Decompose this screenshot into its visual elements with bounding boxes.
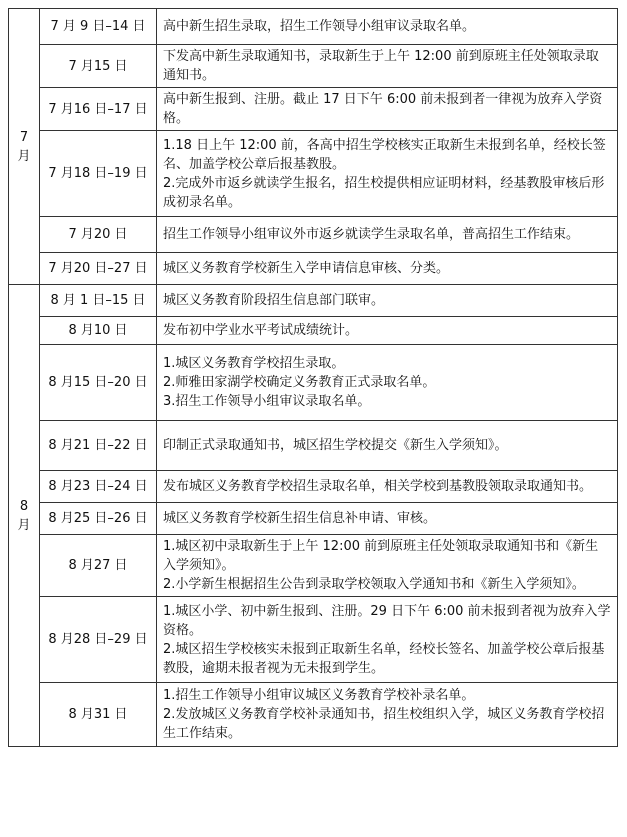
date-cell: 7 月20 日 <box>40 217 157 253</box>
description-line: 1.招生工作领导小组审议城区义务教育学校补录名单。 <box>163 688 475 703</box>
description-line: 1.18 日上午 12:00 前，各高中招生学校核实正取新生未报到名单，经校长签名、加盖学校公章后报基教股。 <box>163 137 606 172</box>
schedule-row <box>9 253 618 285</box>
schedule-row <box>9 88 618 131</box>
month-cell <box>9 9 40 285</box>
description-cell <box>157 683 618 747</box>
enrollment-schedule-table <box>8 8 618 747</box>
description-cell <box>157 45 618 88</box>
description-line: 下发高中新生录取通知书，录取新生于上午 12:00 前到原班主任处领取录取通知书。 <box>163 49 599 83</box>
description-cell <box>157 285 618 317</box>
description-cell <box>157 471 618 503</box>
schedule-row <box>9 45 618 88</box>
schedule-row <box>9 317 618 345</box>
description-cell <box>157 9 618 45</box>
date-cell: 8 月27 日 <box>40 535 157 597</box>
description-cell <box>157 253 618 285</box>
description-line: 印制正式录取通知书，城区招生学校提交《新生入学须知》。 <box>163 438 508 453</box>
date-cell: 8 月25 日–26 日 <box>40 503 157 535</box>
schedule-row <box>9 535 618 597</box>
date-cell: 8 月31 日 <box>40 683 157 747</box>
schedule-row <box>9 217 618 253</box>
description-cell <box>157 131 618 217</box>
description-line: 城区义务教育学校新生入学申请信息审核、分类。 <box>163 261 450 276</box>
description-cell <box>157 88 618 131</box>
description-cell <box>157 535 618 597</box>
date-cell: 8 月28 日–29 日 <box>40 597 157 683</box>
description-cell <box>157 597 618 683</box>
description-line: 发布初中学业水平考试成绩统计。 <box>163 323 359 338</box>
schedule-row <box>9 285 618 317</box>
description-line: 1.城区小学、初中新生报到、注册。29 日下午 6:00 前未报到者视为放弃入学资格。 <box>163 603 611 638</box>
date-cell: 8 月15 日–20 日 <box>40 345 157 421</box>
date-cell: 7 月18 日–19 日 <box>40 131 157 217</box>
month-label: 月 <box>17 148 31 164</box>
description-line: 城区义务教育阶段招生信息部门联审。 <box>163 293 385 308</box>
schedule-row <box>9 345 618 421</box>
description-line: 招生工作领导小组审议外市返乡就读学生录取名单，普高招生工作结束。 <box>163 227 580 242</box>
description-line: 3.招生工作领导小组审议录取名单。 <box>163 394 371 409</box>
description-line: 2.城区招生学校核实未报到正取新生名单，经校长签名、加盖学校公章后报基教股，逾期未报者视为无未报到学生。 <box>163 641 605 676</box>
date-cell: 8 月21 日–22 日 <box>40 421 157 471</box>
description-line: 1.城区初中录取新生于上午 12:00 前到原班主任处领取录取通知书和《新生入学须知》。 <box>163 539 599 573</box>
description-line: 1.城区义务教育学校招生录取。 <box>163 356 345 371</box>
description-line: 2.完成外市返乡就读学生报名，招生校提供相应证明材料，经基教股审核后形成初录名单。 <box>163 175 605 210</box>
date-cell: 7 月15 日 <box>40 45 157 88</box>
schedule-body <box>9 9 618 747</box>
schedule-row <box>9 683 618 747</box>
description-line: 城区义务教育学校新生招生信息补申请、审核。 <box>163 511 437 526</box>
description-cell <box>157 503 618 535</box>
description-line: 高中新生招生录取，招生工作领导小组审议录取名单。 <box>163 19 476 34</box>
description-line: 发布城区义务教育学校招生录取名单，相关学校到基教股领取录取通知书。 <box>163 479 593 494</box>
description-line: 2.发放城区义务教育学校补录通知书，招生校组织入学，城区义务教育学校招生工作结束。 <box>163 707 605 741</box>
schedule-row <box>9 131 618 217</box>
month-label: 月 <box>17 517 31 533</box>
schedule-row <box>9 421 618 471</box>
month-cell <box>9 285 40 747</box>
description-cell <box>157 345 618 421</box>
description-line: 2.小学新生根据招生公告到录取学校领取入学通知书和《新生入学须知》。 <box>163 577 585 592</box>
date-cell: 8 月23 日–24 日 <box>40 471 157 503</box>
schedule-row <box>9 471 618 503</box>
description-cell <box>157 217 618 253</box>
date-cell: 7 月20 日–27 日 <box>40 253 157 285</box>
month-label: 7 <box>19 129 29 145</box>
schedule-row <box>9 9 618 45</box>
schedule-row <box>9 503 618 535</box>
date-cell: 8 月10 日 <box>40 317 157 345</box>
description-line: 2.师雅田家湖学校确定义务教育正式录取名单。 <box>163 375 436 390</box>
date-cell: 8 月 1 日–15 日 <box>40 285 157 317</box>
date-cell: 7 月16 日–17 日 <box>40 88 157 131</box>
month-label: 8 <box>19 498 29 514</box>
description-cell <box>157 421 618 471</box>
description-line: 高中新生报到、注册。截止 17 日下午 6:00 前未报到者一律视为放弃入学资格。 <box>163 92 603 126</box>
description-cell <box>157 317 618 345</box>
schedule-row <box>9 597 618 683</box>
date-cell: 7 月 9 日–14 日 <box>40 9 157 45</box>
